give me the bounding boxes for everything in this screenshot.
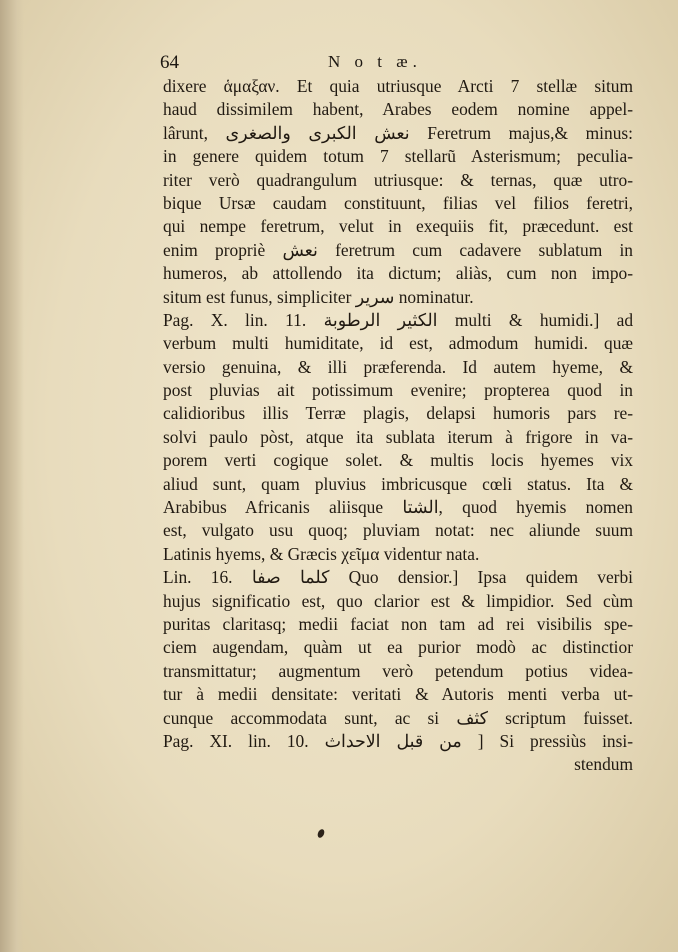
text-line: bique Ursæ caudam constituunt, filias vel filios feretri,: [163, 192, 633, 213]
text-line: qui nempe feretrum, velut in exequiis fit, præcedunt. est: [163, 216, 633, 237]
text-line: riter verò quadrangulum utriusque: & ternas, quæ utro-: [163, 169, 633, 190]
text-line: transmittatur; augmentum verò petendum potius videa-: [163, 660, 633, 681]
text-line: Lin. 16. كلما صفا Quo densior.] Ipsa quidem verbi: [163, 567, 633, 588]
text-line: hujus significatio est, quo clarior est & limpidior. Sed cùm: [163, 590, 633, 611]
text-line: lârunt, نعش الكبرى والصغرى Feretrum majus,& minus:: [163, 122, 633, 143]
catchword: stendum: [574, 754, 633, 775]
text-line: Pag. X. lin. 11. الكثير الرطوبة multi & humidi.] ad: [163, 309, 634, 330]
text-line: humeros, ab attollendo ita dictum; aliàs, cum non impo-: [163, 263, 633, 284]
text-line: Latinis hyems, & Græcis χεῖμα videntur nata.: [163, 543, 480, 564]
running-title: N o t æ.: [328, 52, 422, 71]
text-line: porem verti cogique solet. & multis locis hyemes vix: [163, 450, 633, 471]
text-line: post pluvias ait potissimum evenire; propterea quod in: [163, 380, 633, 401]
text-line: puritas claritasq; medii faciat non tam ad rei visibilis spe-: [163, 613, 633, 634]
text-line: Pag. XI. lin. 10. من قبل الاحداث ] Si pressiùs insi-: [163, 730, 634, 751]
text-line: haud dissimilem habent, Arabes eodem nomine appel-: [163, 99, 633, 120]
page-number: 64: [160, 52, 179, 73]
text-line: in genere quidem totum 7 stellarũ Asterismum; peculia-: [163, 146, 633, 167]
text-line: ciem augendam, quàm ut ea purior modò ac distinctior: [163, 637, 633, 658]
text-line: verbum multi humiditate, id est, admodum humidi. quæ: [163, 333, 633, 354]
text-line: situm est funus, simpliciter سرير nominatur.: [163, 286, 474, 307]
page-gutter-shadow: [0, 0, 24, 952]
text-line: calidioribus illis Terræ plagis, delapsi humoris pars re-: [163, 403, 633, 424]
body-text: [163, 75, 633, 777]
text-line: solvi paulo pòst, atque ita sublata iterum à frigore in va-: [163, 426, 633, 447]
text-line: dixere ἁμαξαν. Et quia utriusque Arcti 7 stellæ situm: [163, 76, 633, 96]
text-line: versio genuina, & illi præferenda. Id autem hyeme, &: [163, 356, 633, 377]
text-line: cunque accommodata sunt, ac si كثف scriptum fuisset.: [163, 707, 633, 728]
text-line: Arabibus Africanis aliisque الشتا, quod hyemis nomen: [163, 497, 633, 518]
text-line: est, vulgato usu quoq; pluviam notat: nec aliunde suum: [163, 520, 633, 541]
text-line: tur à medii densitate: veritati & Autoris menti verba ut-: [163, 684, 633, 705]
text-line: enim propriè نعش feretrum cum cadavere sublatum in: [163, 239, 633, 260]
text-line: aliud sunt, quam pluvius imbricusque cœli status. Ita &: [163, 473, 633, 494]
ink-blot: [316, 828, 325, 839]
